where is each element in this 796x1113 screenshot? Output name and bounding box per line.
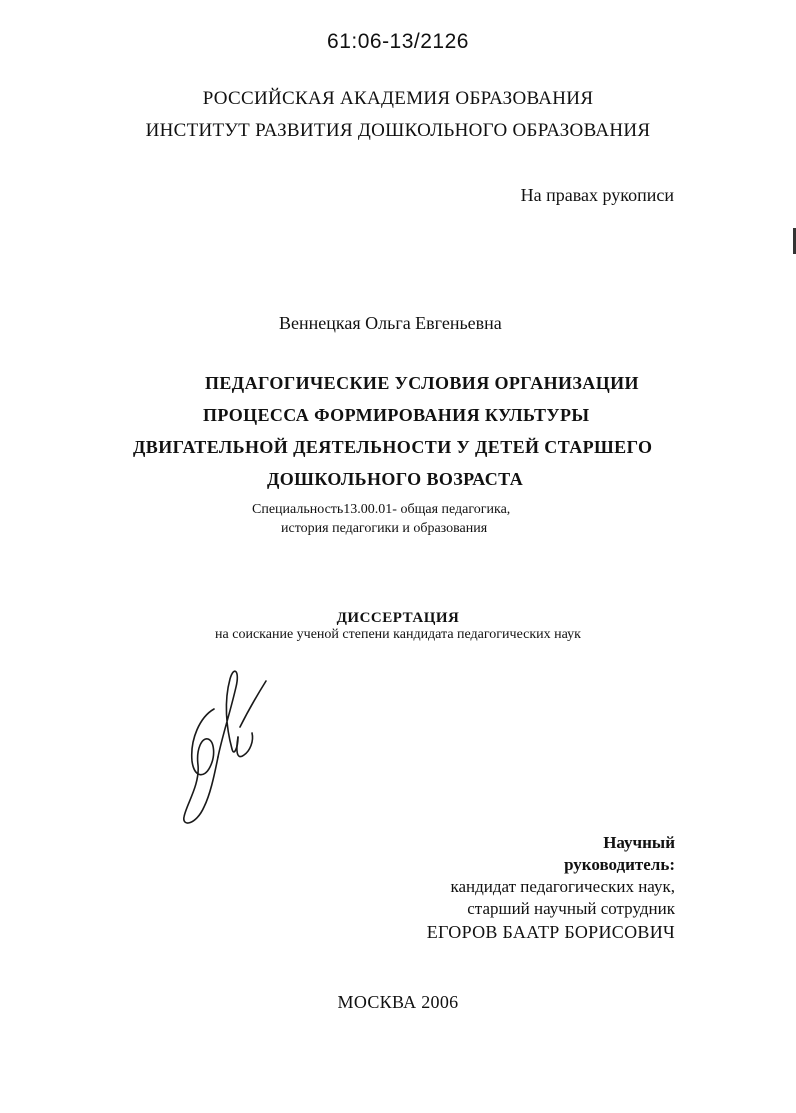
specialty-line-1: Специальность13.00.01- общая педагогика, (252, 502, 511, 517)
degree-line: на соискание ученой степени кандидата педагогических наук (215, 627, 581, 642)
signature-image (174, 657, 274, 827)
catalog-number: 61:06-13/2126 (327, 30, 469, 53)
supervisor-block (427, 832, 675, 944)
supervisor-name: ЕГОРОВ БААТР БОРИСОВИЧ (426, 922, 675, 942)
title-line: ДВИГАТЕЛЬНОЙ ДЕЯТЕЛЬНОСТИ У ДЕТЕЙ СТАРШЕГО (133, 437, 653, 457)
title-line: ПРОЦЕССА ФОРМИРОВАНИЯ КУЛЬТУРЫ (203, 405, 590, 425)
supervisor-label-line-1: Научный (603, 833, 675, 852)
author-name: Веннецкая Ольга Евгеньевна (279, 313, 502, 333)
title-line: ПЕДАГОГИЧЕСКИЕ УСЛОВИЯ ОРГАНИЗАЦИИ (205, 373, 639, 393)
supervisor-position: старший научный сотрудник (467, 899, 675, 918)
city-year: МОСКВА 2006 (337, 992, 459, 1012)
supervisor-label-line-2: руководитель: (564, 855, 675, 874)
document-type: ДИССЕРТАЦИЯ (336, 610, 460, 626)
organization-line-1: РОССИЙСКАЯ АКАДЕМИЯ ОБРАЗОВАНИЯ (202, 88, 594, 109)
title-line: ДОШКОЛЬНОГО ВОЗРАСТА (267, 469, 524, 489)
supervisor-degree: кандидат педагогических наук, (450, 877, 675, 896)
manuscript-note: На правах рукописи (520, 185, 674, 205)
organization-line-2: ИНСТИТУТ РАЗВИТИЯ ДОШКОЛЬНОГО ОБРАЗОВАНИЯ (145, 120, 651, 141)
specialty-line-2: история педагогики и образования (281, 521, 488, 536)
